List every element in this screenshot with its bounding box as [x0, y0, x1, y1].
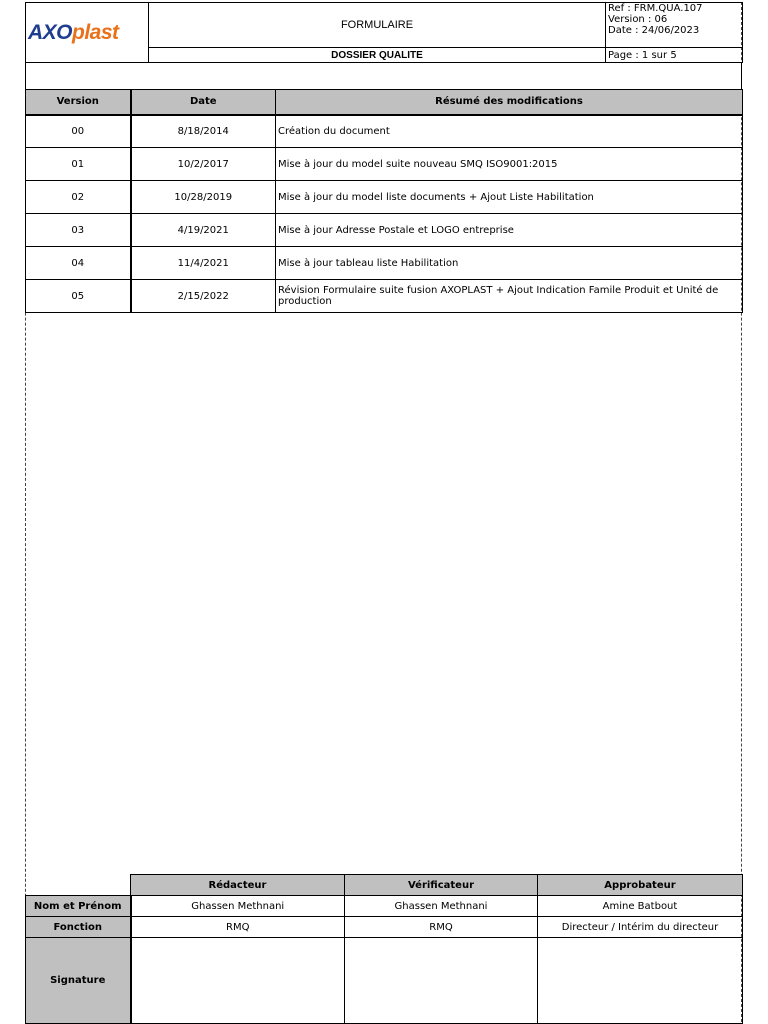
row-summary: Création du document [276, 115, 743, 148]
signature-row-label: Signature [26, 938, 131, 1024]
signatures-table [25, 874, 743, 1024]
document-header [25, 2, 743, 63]
col-redacteur-header: Rédacteur [131, 875, 345, 896]
name-row-label: Nom et Prénom [26, 896, 131, 917]
modifications-table [25, 89, 743, 313]
row-version: 04 [26, 247, 131, 280]
row-version: 01 [26, 148, 131, 181]
row-version: 02 [26, 181, 131, 214]
document-title: DOSSIER QUALITE [149, 48, 606, 63]
verificateur-function: RMQ [345, 917, 538, 938]
row-date: 10/28/2019 [131, 181, 276, 214]
table-row [26, 247, 743, 280]
col-version-header: Version [26, 90, 131, 115]
row-date: 8/18/2014 [131, 115, 276, 148]
row-date: 4/19/2021 [131, 214, 276, 247]
row-summary: Mise à jour tableau liste Habilitation [276, 247, 743, 280]
function-row-label: Fonction [26, 917, 131, 938]
table-row [26, 115, 743, 148]
row-summary: Révision Formulaire suite fusion AXOPLAST + Ajout Indication Famile Produit et Unité de production [276, 280, 743, 313]
ref-code: Ref : FRM.QUA.107 [608, 3, 703, 14]
page-number: Page : 1 sur 5 [606, 48, 743, 63]
row-date: 11/4/2021 [131, 247, 276, 280]
table-row [26, 181, 743, 214]
approbateur-name: Amine Batbout [538, 896, 743, 917]
approbateur-signature-box [538, 938, 743, 1024]
spacer-row [25, 62, 742, 90]
col-verificateur-header: Vérificateur [345, 875, 538, 896]
logo-cell [26, 3, 149, 63]
verificateur-name: Ghassen Methnani [345, 896, 538, 917]
row-date: 2/15/2022 [131, 280, 276, 313]
approbateur-function: Directeur / Intérim du directeur [538, 917, 743, 938]
table-row [26, 148, 743, 181]
row-summary: Mise à jour du model suite nouveau SMQ ISO9001:2015 [276, 148, 743, 181]
table-row [26, 214, 743, 247]
table-row [26, 280, 743, 313]
redacteur-function: RMQ [131, 917, 345, 938]
form-type: FORMULAIRE [149, 3, 606, 48]
redacteur-name: Ghassen Methnani [131, 896, 345, 917]
version-label: Version : 06 [608, 14, 668, 25]
company-logo [28, 21, 119, 45]
row-version: 05 [26, 280, 131, 313]
logo-part-plast: plast [72, 21, 119, 44]
row-summary: Mise à jour Adresse Postale et LOGO entreprise [276, 214, 743, 247]
col-date-header: Date [131, 90, 276, 115]
corner-cell [26, 875, 131, 896]
col-summary-header: Résumé des modifications [276, 90, 743, 115]
date-label: Date : 24/06/2023 [608, 25, 700, 36]
row-date: 10/2/2017 [131, 148, 276, 181]
redacteur-signature-box [131, 938, 345, 1024]
verificateur-signature-box [345, 938, 538, 1024]
row-summary: Mise à jour du model liste documents + Ajout Liste Habilitation [276, 181, 743, 214]
document-reference [606, 3, 743, 48]
row-version: 00 [26, 115, 131, 148]
row-version: 03 [26, 214, 131, 247]
logo-part-axo: AXO [28, 21, 73, 44]
col-approbateur-header: Approbateur [538, 875, 743, 896]
